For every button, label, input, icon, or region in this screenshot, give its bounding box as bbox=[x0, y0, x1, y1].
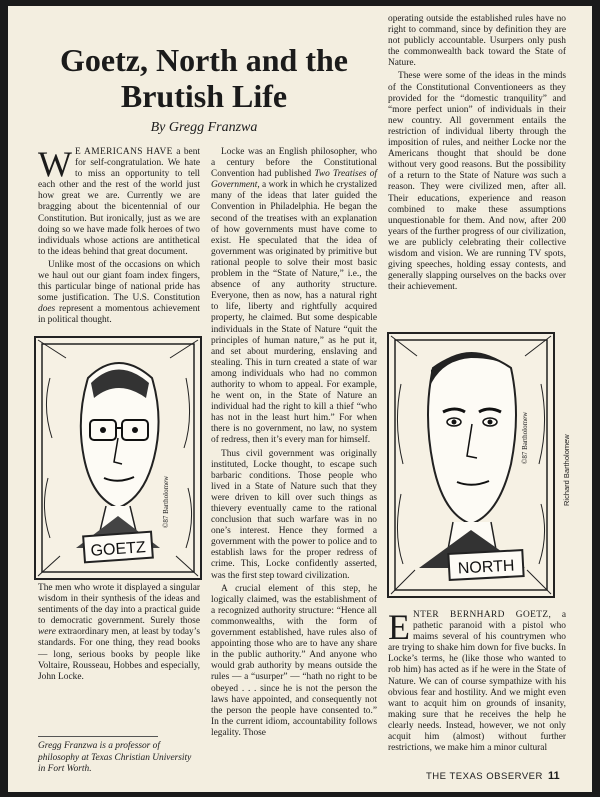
lead-in: NTER BERNHARD GOETZ, bbox=[413, 610, 552, 620]
paragraph-text: such a reason. They were civilized men, after all. Their educations, experience and reason combined to make these assumptions unquestionable for them. And now, after 200 years of the further progress of our civilization, we are publicly celebrating their collective wisdom and vision. We are running TV spots, giving speeches, holding essay contests, and generally slapping ourselves on the backs over their achievement. bbox=[388, 171, 566, 293]
drop-cap: W bbox=[38, 144, 72, 184]
paragraph-text: a pathetic paranoid with a pistol who maims several of his countrymen who are trying to shake him down for five bucks. In Locke’s terms, he (like those who wanted to rob him) has acted as if he were in the State of Nature. We can of course sympathize with his obvious fear and hostility. And we might even want to acquit him on grounds of insanity, making sure that he receives the help he clearly needs. Instead, however, we not only acquit him (almost) without further restrictions, we make him a minor cultural bbox=[388, 610, 566, 754]
paragraph bbox=[38, 583, 200, 683]
north-caricature bbox=[387, 332, 555, 598]
column-3-top bbox=[388, 14, 566, 295]
paragraph bbox=[38, 144, 200, 258]
paragraph: A crucial element of this step, he logically claimed, was the establishment of a recognized authority structure: “Hence all commonwealths, with the form of government established, have rules also of appointing those who are to have any share in the public authority.” And anyone who would grab authority by means outside the rules — a “usurper” — “hath no right to be obeyed . . . since he is not the person the laws have appointed, and consequently not the person the people have consented to.” In the current idiom, accountability follows legality. Those bbox=[211, 583, 377, 738]
paragraph-text: , a work in which he crystalized many of the ideas that later guided the Convention in Philadelphia. He began the second of the treatises with an explanation of how governments must have come to exist. He speculated that the idea of government was originated by primitive but rational people to solve their most basic problem in the “State of Nature,” i.e., the absence of any authority structure. Everyone, then as now, has a natural right to life, liberty and rightfully acquired property, he claimed. But some despicable individuals in the State of Nature “quit the principles of human nature,” as he put it, and set about murdering, enslaving and stealing. This in turn created a state of war among individuals who had no common authority to whom to appeal. For example, he went on, in the State of Nature an individual had the right to kill a thief “who has not in the least hurt him.” For when there is no government, no law, no system of redress, then it’s every man for himself. bbox=[211, 180, 377, 446]
paragraph: operating outside the established rules have no right to command, since by definition they are not publicly accountable. Usurpers only push the commonwealth back toward the State of Nature. bbox=[388, 14, 566, 69]
goetz-caricature bbox=[34, 336, 202, 580]
paragraph-text: bent for self-congratulation. We hate to miss an opportunity to tell each other and the rest of the world just how great we are. Currently we are bragging about the bicentennial of our Constitution. But ironically, just as we are doing so we have made folk heroes of two individuals whose actions are antithetical to the ideas behind that great document. bbox=[38, 147, 200, 257]
paragraph-text: represent a momentous achievement in political thought. bbox=[38, 304, 200, 326]
artist-signature: ©87 Bartholomew bbox=[521, 411, 529, 464]
column-2 bbox=[211, 147, 377, 741]
paragraph bbox=[388, 607, 566, 754]
paragraph: Thus civil government was originally instituted, Locke thought, to escape such barbaric conditions. Those people who lived in a State of Nature such that they were driven to kill over such things as thievery eventually came to the rational conclusion that such warfare was in no one’s interest. Hence they formed a government with the power to police and to establish laws for the proper redress of crime. This, Locke confidently asserted, was the first step toward civilization. bbox=[211, 448, 377, 581]
paragraph-text: These were some of the ideas in the minds of the Constitutional Conventioneers as they provided for the “domestic tranquility” and “more perfect union” of individuals in their new country. All government entails the restriction of individual liberty through the imposition of rules, and neither Locke nor the Americans thought that should be done without very good reasons. But the possibility of a return to the State of Nature bbox=[388, 71, 566, 182]
north-label: NORTH bbox=[457, 557, 515, 578]
book-title: Two Treatises of Government bbox=[211, 169, 377, 191]
paragraph-text: Locke was an English philosopher, who a century before the Constitutional Convention had published bbox=[211, 147, 377, 180]
north-drawing bbox=[389, 334, 553, 596]
illustration-credit: Richard Bartholomew bbox=[562, 434, 571, 506]
footnote-divider bbox=[38, 736, 158, 737]
goetz-label: GOETZ bbox=[90, 539, 147, 560]
publication-name: THE TEXAS OBSERVER bbox=[426, 771, 543, 782]
emphasis: were bbox=[38, 627, 56, 638]
column-3-bottom bbox=[388, 607, 566, 756]
page-number: 11 bbox=[548, 770, 560, 782]
lead-in: E AMERICANS HAVE a bbox=[74, 147, 181, 157]
emphasis: was bbox=[522, 171, 538, 182]
column-1-bottom bbox=[38, 583, 200, 685]
drop-cap: E bbox=[388, 607, 410, 647]
paragraph bbox=[38, 260, 200, 327]
column-1-top bbox=[38, 144, 200, 329]
paragraph-text: Unlike most of the occasions on which we haul out our giant foam index fingers, this particular binge of national pride has some justification. The U.S. Constitution bbox=[38, 259, 200, 304]
goetz-drawing bbox=[36, 338, 200, 578]
paragraph-text: extraordinary men, at least by today’s standards. For one thing, they read books — long, serious books by people like Voltaire, Rousseau, Hobbes and especially, John Locke. bbox=[38, 627, 200, 682]
paragraph-text: The men who wrote it displayed a singular wisdom in their synthesis of the ideas and sentiments of the day into a practical guide to democratic government. Surely those bbox=[38, 583, 200, 627]
article-title: Goetz, North and the Brutish Life bbox=[60, 42, 348, 114]
magazine-page bbox=[8, 6, 592, 792]
emphasis: does bbox=[38, 304, 56, 315]
article-byline: By Gregg Franzwa bbox=[150, 120, 258, 135]
paragraph bbox=[211, 147, 377, 447]
paragraph bbox=[388, 71, 566, 293]
artist-signature: ©87 Bartholomew bbox=[162, 475, 170, 528]
author-note: Gregg Franzwa is a professor of philosophy at Texas Christian University in Fort Worth. bbox=[38, 741, 192, 774]
